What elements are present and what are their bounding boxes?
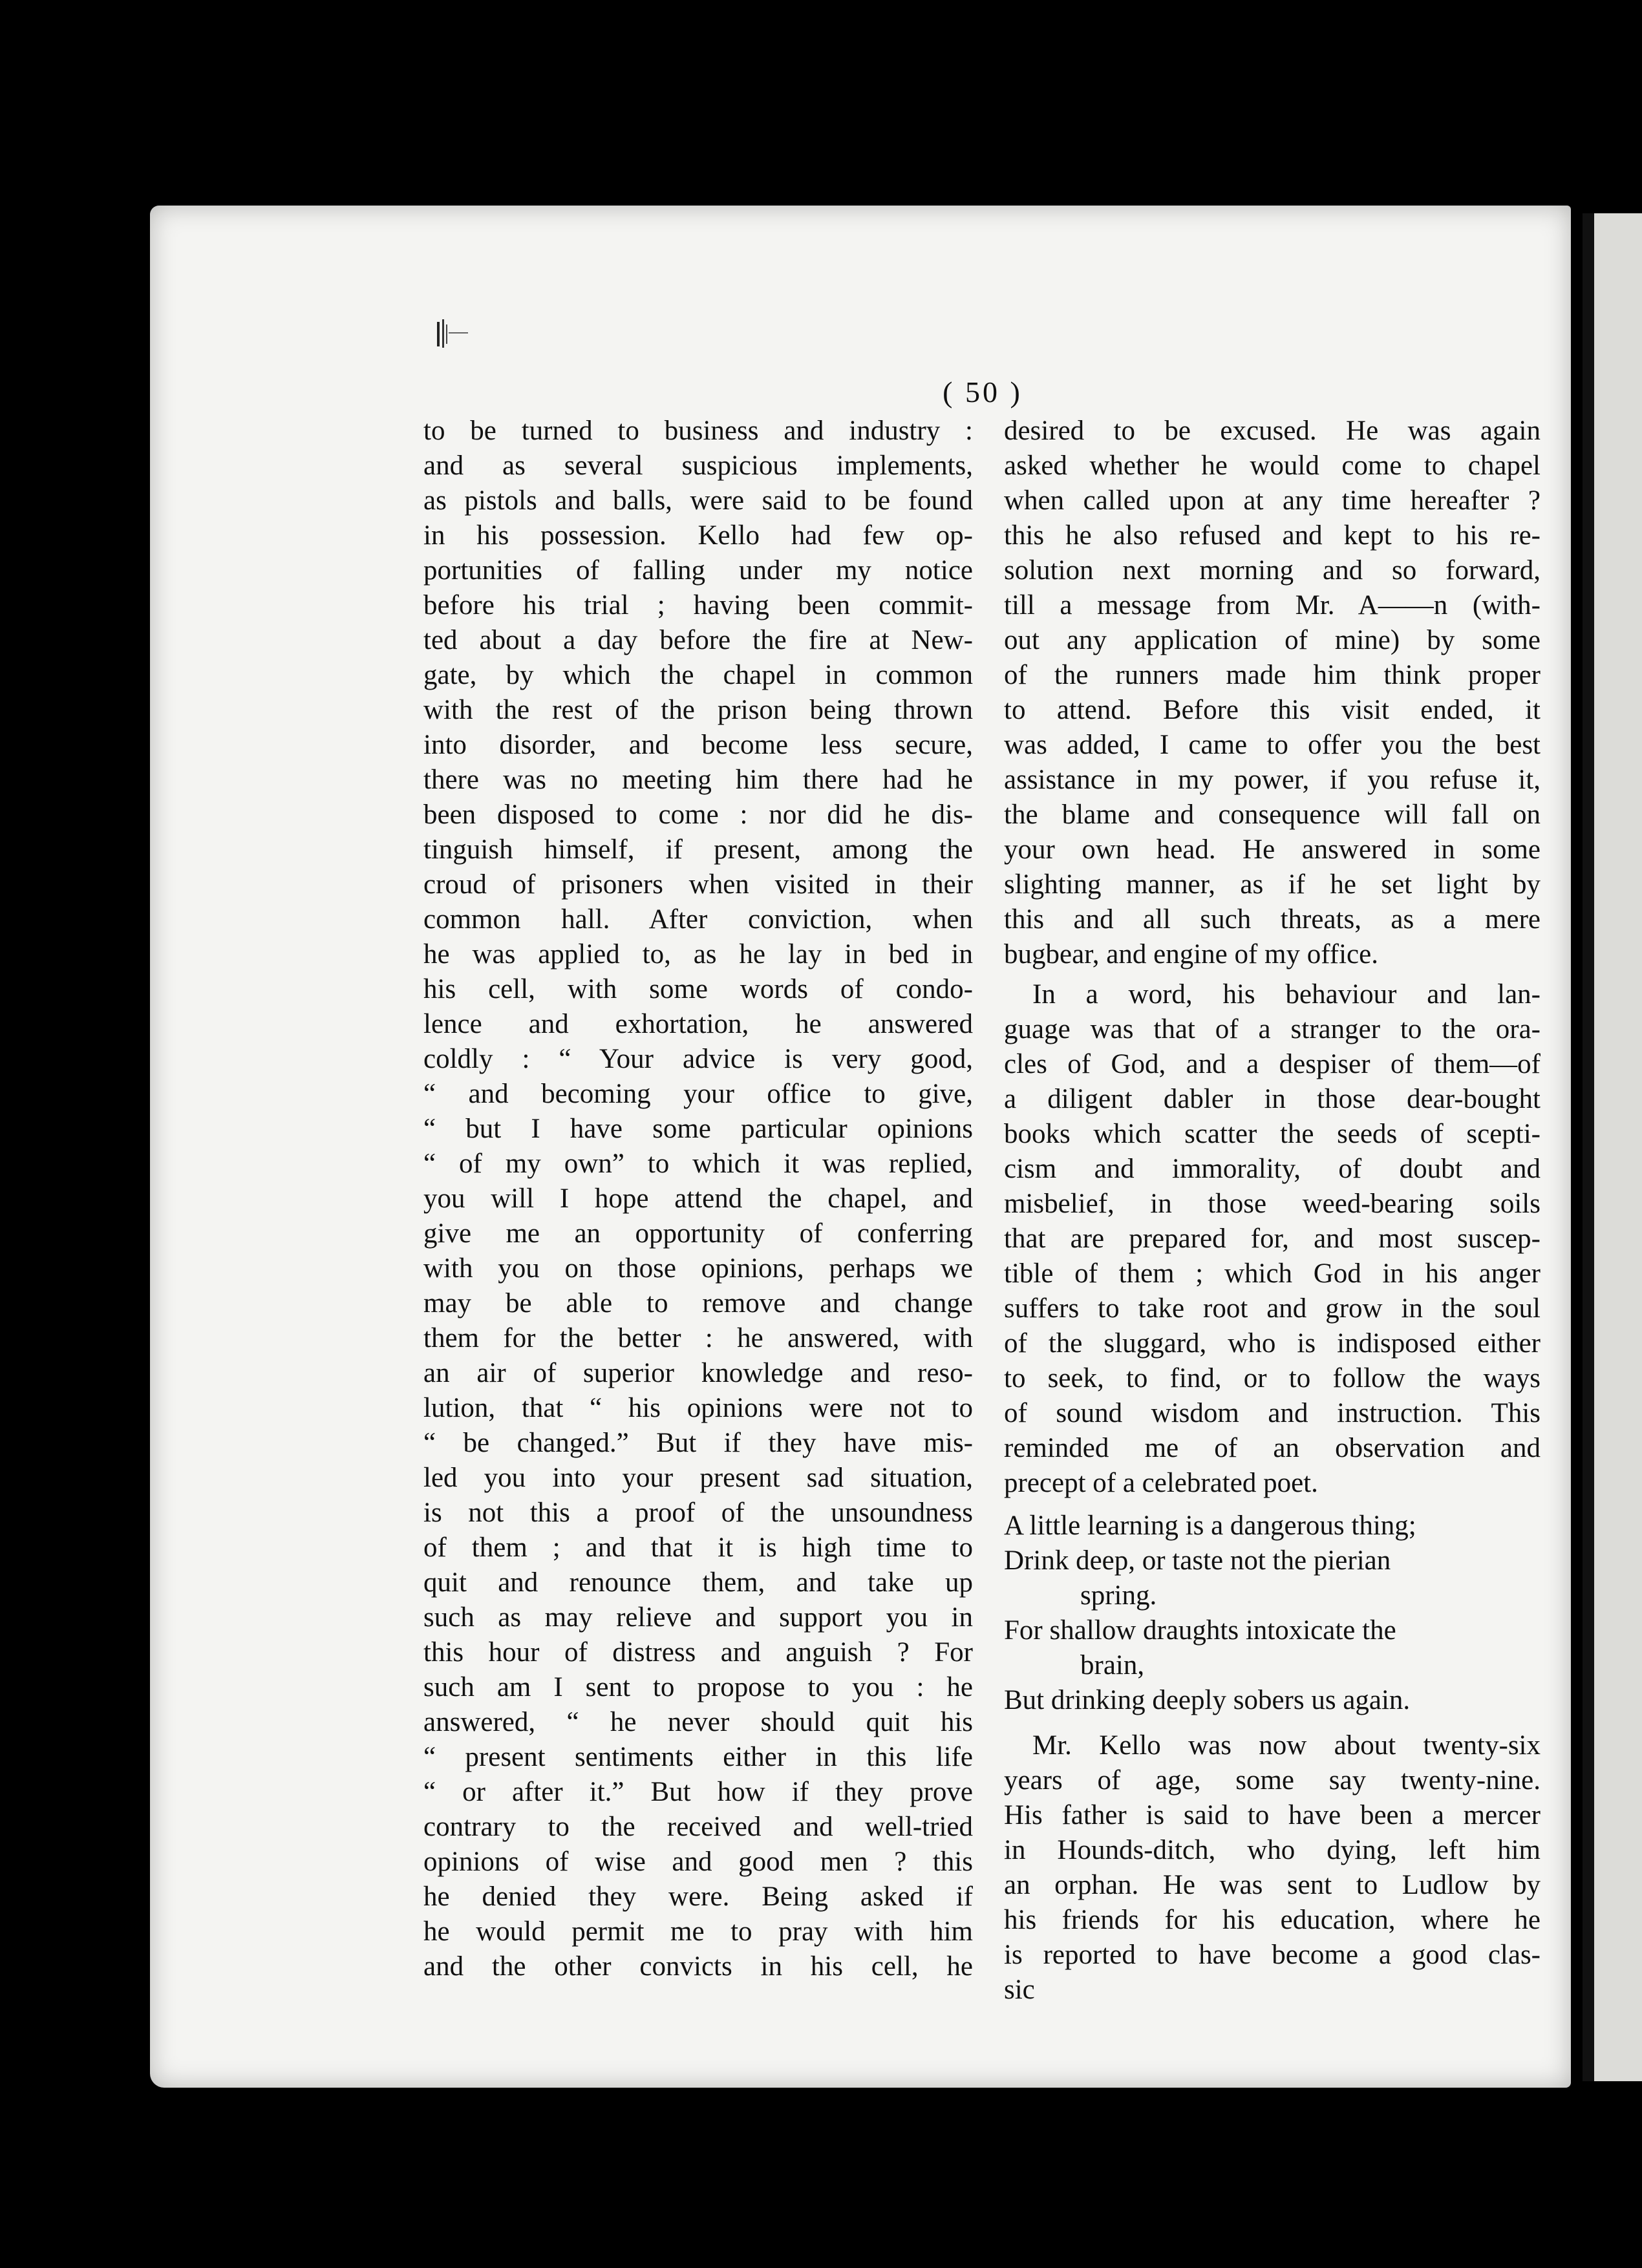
text-line: when called upon at any time hereafter ? bbox=[1004, 485, 1541, 516]
text-line: your own head. He answered in some bbox=[1004, 834, 1541, 865]
text-line: may be able to remove and change bbox=[423, 1288, 973, 1319]
text-line: and the other convicts in his cell, he bbox=[423, 1951, 973, 1982]
page-number: ( 50 ) bbox=[943, 376, 1023, 408]
text-line: till a message from Mr. A——n (with- bbox=[1004, 590, 1541, 620]
text-line: an orphan. He was sent to Ludlow by bbox=[1004, 1870, 1541, 1900]
text-line: led you into your present sad situation, bbox=[423, 1463, 973, 1493]
text-line: such am I sent to propose to you : he bbox=[423, 1672, 973, 1702]
text-line: an air of superior knowledge and reso- bbox=[423, 1358, 973, 1388]
text-line: there was no meeting him there had he bbox=[423, 765, 973, 795]
poem-line: brain, bbox=[1080, 1650, 1145, 1680]
text-line: assistance in my power, if you refuse it, bbox=[1004, 765, 1541, 795]
text-line: he was applied to, as he lay in bed in bbox=[423, 939, 973, 970]
ink-mark bbox=[433, 318, 472, 350]
text-line: in Hounds-ditch, who dying, left him bbox=[1004, 1835, 1541, 1865]
text-line: In a word, his behaviour and lan- bbox=[1032, 979, 1541, 1010]
text-line: bugbear, and engine of my office. bbox=[1004, 939, 1378, 970]
text-line: “ be changed.” But if they have mis- bbox=[423, 1428, 973, 1458]
text-line: portunities of falling under my notice bbox=[423, 555, 973, 586]
text-line: in his possession. Kello had few op- bbox=[423, 520, 973, 551]
text-line: slighting manner, as if he set light by bbox=[1004, 869, 1541, 900]
poem-line: spring. bbox=[1080, 1580, 1157, 1611]
text-line: books which scatter the seeds of scepti- bbox=[1004, 1119, 1541, 1149]
text-line: “ but I have some particular opinions bbox=[423, 1114, 973, 1144]
text-line: this he also refused and kept to his re- bbox=[1004, 520, 1541, 551]
text-line: croud of prisoners when visited in their bbox=[423, 869, 973, 900]
text-line: and as several suspicious implements, bbox=[423, 450, 973, 481]
text-line: of the sluggard, who is indisposed either bbox=[1004, 1328, 1541, 1359]
text-line: common hall. After conviction, when bbox=[423, 904, 973, 935]
text-line: years of age, some say twenty-nine. bbox=[1004, 1765, 1541, 1796]
text-line: give me an opportunity of conferring bbox=[423, 1218, 973, 1249]
text-line: as pistols and balls, were said to be found bbox=[423, 485, 973, 516]
text-line: a diligent dabler in those dear-bought bbox=[1004, 1084, 1541, 1114]
text-line: cism and immorality, of doubt and bbox=[1004, 1154, 1541, 1184]
text-line: is reported to have become a good clas- bbox=[1004, 1940, 1541, 1970]
text-line: desired to be excused. He was again bbox=[1004, 416, 1541, 446]
text-line: to attend. Before this visit ended, it bbox=[1004, 695, 1541, 725]
right-column bbox=[1004, 414, 1541, 2008]
text-line: out any application of mine) by some bbox=[1004, 625, 1541, 655]
poem-line: A little learning is a dangerous thing; bbox=[1004, 1510, 1416, 1541]
text-line: sic bbox=[1004, 1975, 1035, 2005]
text-line: contrary to the received and well-tried bbox=[423, 1812, 973, 1842]
text-line: was added, I came to offer you the best bbox=[1004, 730, 1541, 760]
text-line: that are prepared for, and most suscep- bbox=[1004, 1224, 1541, 1254]
left-column bbox=[423, 414, 973, 1984]
text-line: of the runners made him think proper bbox=[1004, 660, 1541, 690]
paragraph-2 bbox=[1004, 977, 1541, 1501]
text-line: guage was that of a stranger to the ora- bbox=[1004, 1014, 1541, 1044]
text-line: lence and exhortation, he answered bbox=[423, 1009, 973, 1039]
text-line: is not this a proof of the unsoundness bbox=[423, 1498, 973, 1528]
text-line: cles of God, and a despiser of them—of bbox=[1004, 1049, 1541, 1079]
text-line: “ or after it.” But how if they prove bbox=[423, 1777, 973, 1807]
poem-line: For shallow draughts intoxicate the bbox=[1004, 1615, 1396, 1646]
text-line: this hour of distress and anguish ? For bbox=[423, 1637, 973, 1668]
text-line: been disposed to come : nor did he dis- bbox=[423, 800, 973, 830]
text-line: his cell, with some words of condo- bbox=[423, 974, 973, 1004]
text-line: precept of a celebrated poet. bbox=[1004, 1468, 1318, 1498]
text-line: lution, that “ his opinions were not to bbox=[423, 1393, 973, 1423]
text-line: His father is said to have been a mercer bbox=[1004, 1800, 1541, 1830]
paragraph-1 bbox=[1004, 414, 1541, 972]
next-page-edge bbox=[1583, 213, 1642, 2081]
text-line: his friends for his education, where he bbox=[1004, 1905, 1541, 1935]
text-line: this and all such threats, as a mere bbox=[1004, 904, 1541, 935]
text-line: “ present sentiments either in this life bbox=[423, 1742, 973, 1772]
poem-line: But drinking deeply sobers us again. bbox=[1004, 1685, 1411, 1715]
text-line: gate, by which the chapel in common bbox=[423, 660, 973, 690]
text-line: quit and renounce them, and take up bbox=[423, 1567, 973, 1598]
text-line: reminded me of an observation and bbox=[1004, 1433, 1541, 1463]
text-line: suffers to take root and grow in the soul bbox=[1004, 1293, 1541, 1324]
text-line: solution next morning and so forward, bbox=[1004, 555, 1541, 586]
text-line: the blame and consequence will fall on bbox=[1004, 800, 1541, 830]
paragraph-3 bbox=[1004, 1728, 1541, 2008]
text-line: Mr. Kello was now about twenty-six bbox=[1032, 1730, 1541, 1761]
text-line: answered, “ he never should quit his bbox=[423, 1707, 973, 1737]
text-line: with you on those opinions, perhaps we bbox=[423, 1253, 973, 1284]
poem-line: Drink deep, or taste not the pierian bbox=[1004, 1545, 1391, 1576]
poem-quotation bbox=[1004, 1509, 1541, 1718]
text-line: into disorder, and become less secure, bbox=[423, 730, 973, 760]
text-line: to seek, to find, or to follow the ways bbox=[1004, 1363, 1541, 1394]
text-line: tinguish himself, if present, among the bbox=[423, 834, 973, 865]
text-line: misbelief, in those weed-bearing soils bbox=[1004, 1189, 1541, 1219]
text-line: them for the better : he answered, with bbox=[423, 1323, 973, 1353]
text-line: he would permit me to pray with him bbox=[423, 1916, 973, 1947]
text-line: he denied they were. Being asked if bbox=[423, 1881, 973, 1912]
text-line: such as may relieve and support you in bbox=[423, 1602, 973, 1633]
text-line: to be turned to business and industry : bbox=[423, 416, 973, 446]
text-line: ted about a day before the fire at New- bbox=[423, 625, 973, 655]
text-line: asked whether he would come to chapel bbox=[1004, 450, 1541, 481]
text-line: tible of them ; which God in his anger bbox=[1004, 1258, 1541, 1289]
text-line: coldly : “ Your advice is very good, bbox=[423, 1044, 973, 1074]
text-line: of them ; and that it is high time to bbox=[423, 1532, 973, 1563]
text-line: opinions of wise and good men ? this bbox=[423, 1847, 973, 1877]
text-line: with the rest of the prison being thrown bbox=[423, 695, 973, 725]
text-line: you will I hope attend the chapel, and bbox=[423, 1183, 973, 1214]
text-line: “ and becoming your office to give, bbox=[423, 1079, 973, 1109]
text-line: before his trial ; having been commit- bbox=[423, 590, 973, 620]
text-line: “ of my own” to which it was replied, bbox=[423, 1149, 973, 1179]
text-line: of sound wisdom and instruction. This bbox=[1004, 1398, 1541, 1428]
